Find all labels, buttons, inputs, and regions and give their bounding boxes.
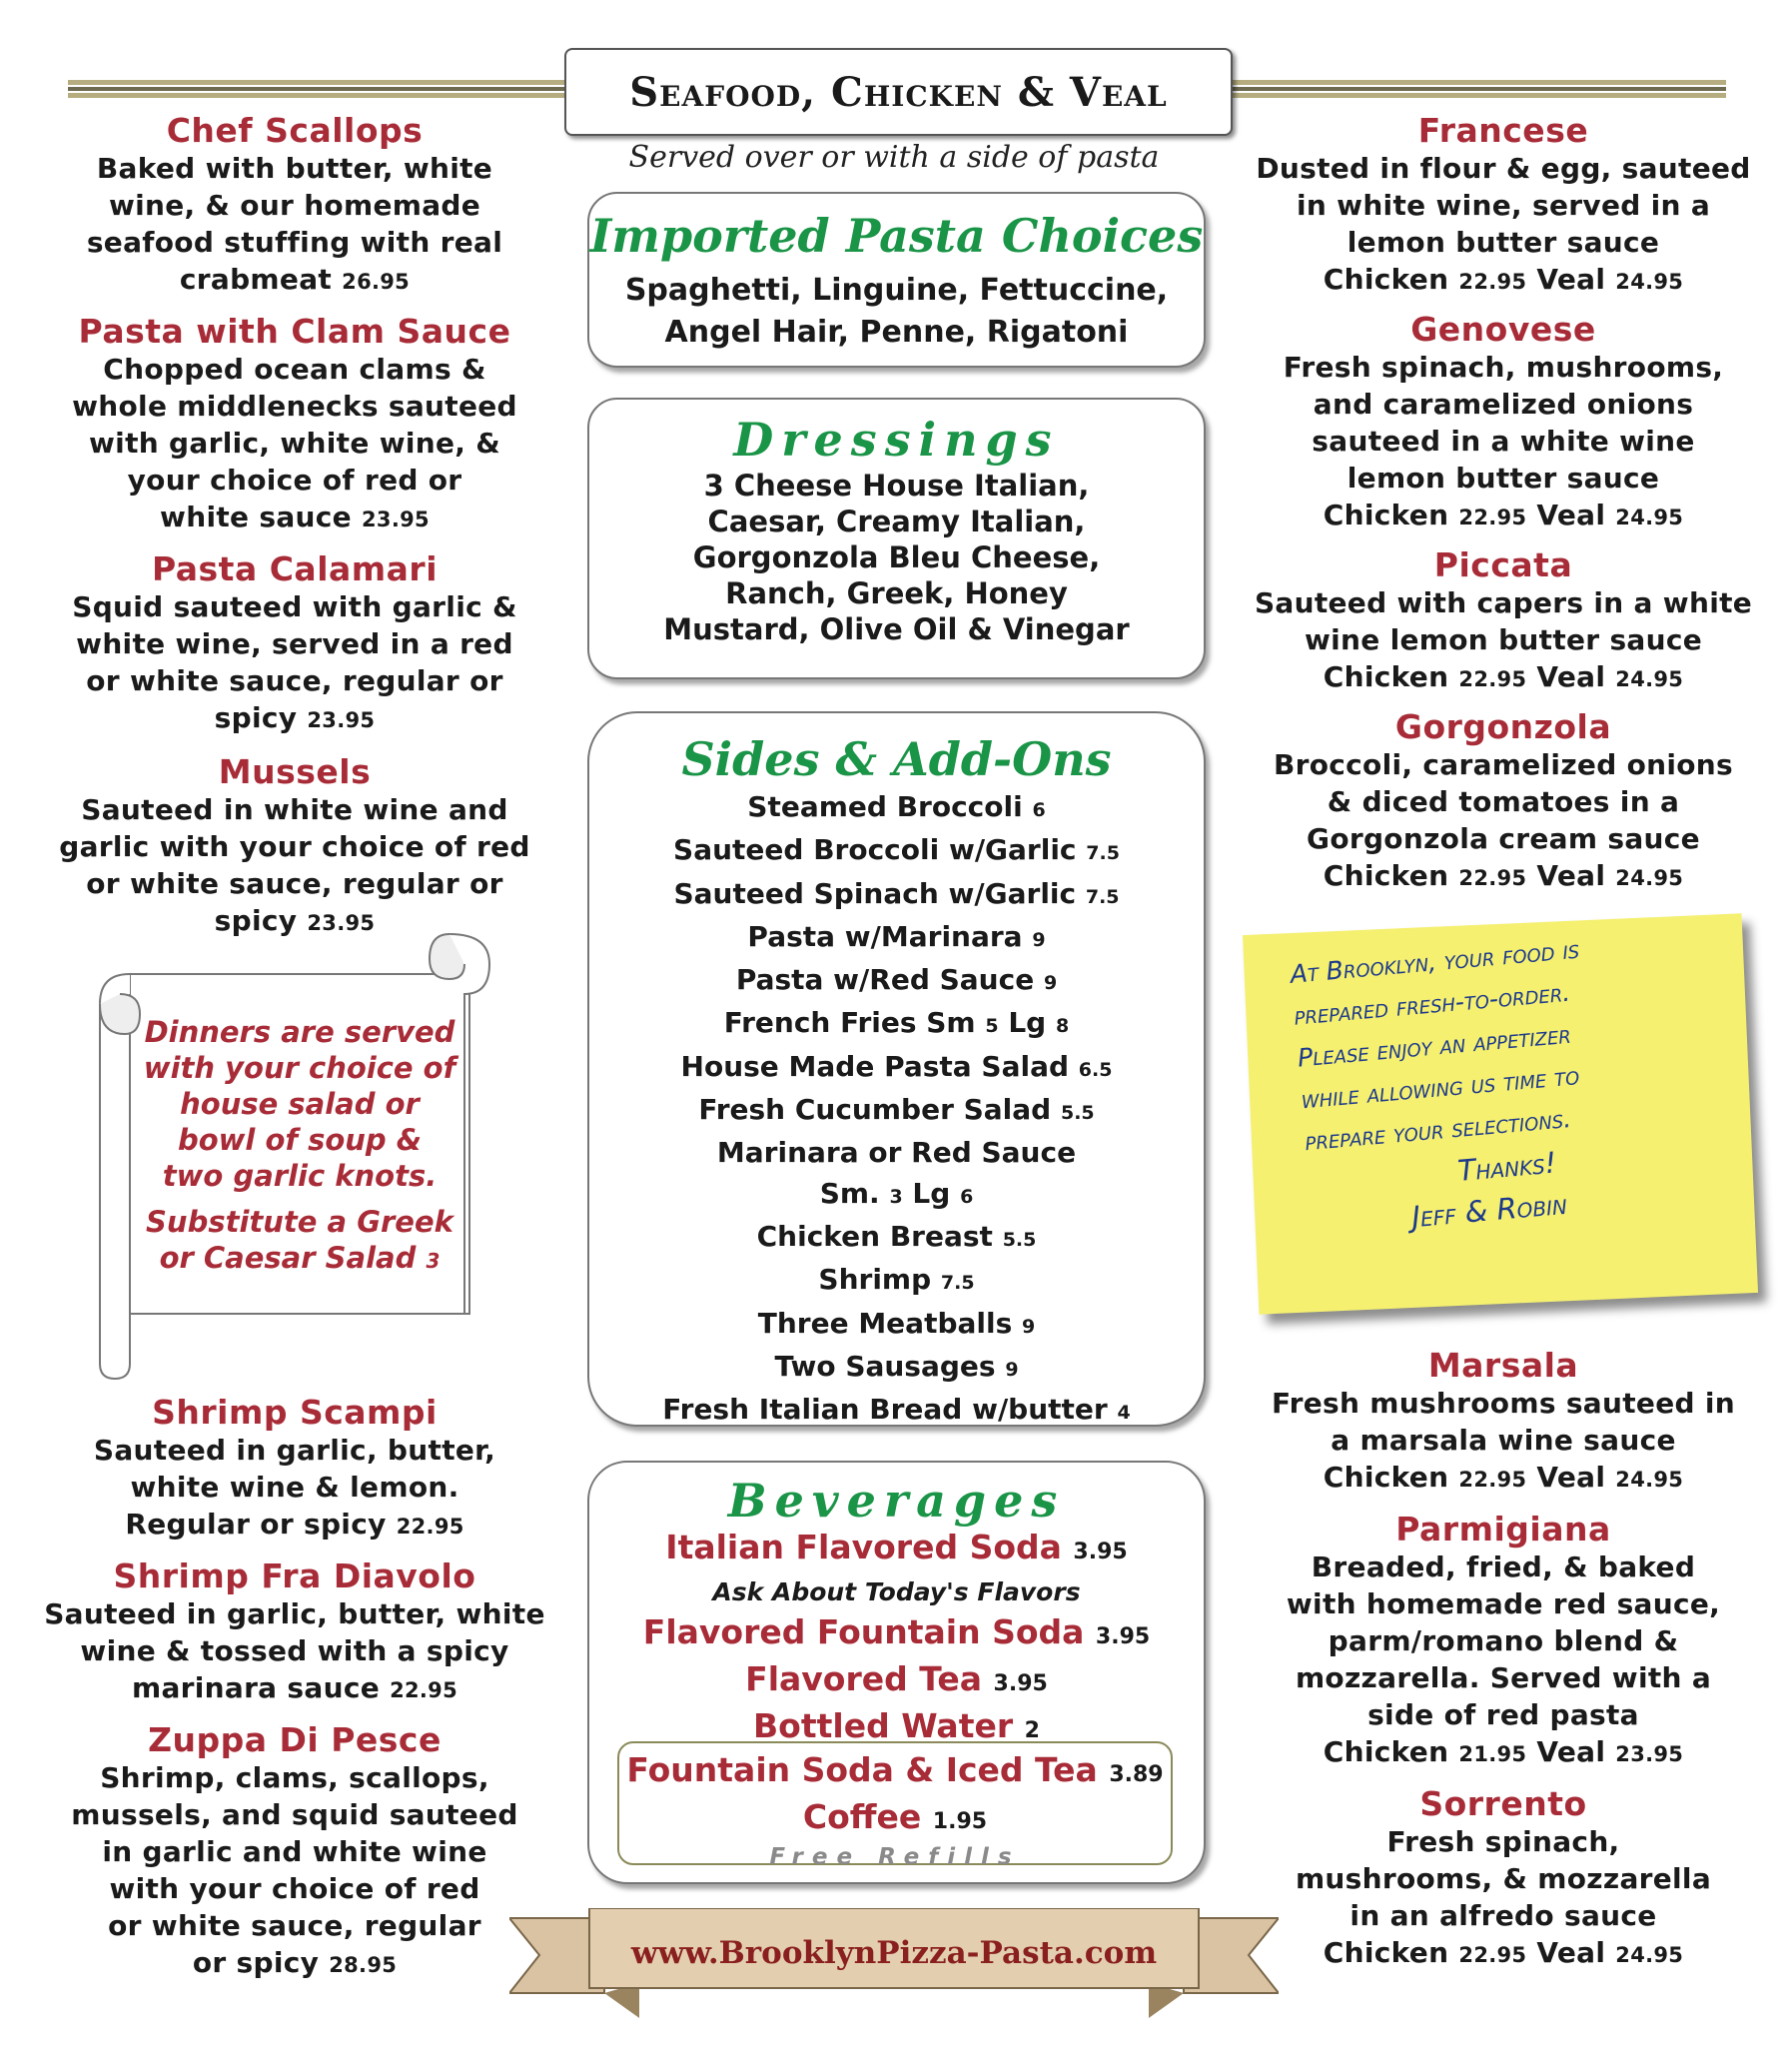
menu-item-line: spicy 23.95 [214, 904, 376, 937]
menu-item [1244, 1347, 1763, 1499]
side-item [589, 1217, 1204, 1260]
menu-item-description [40, 351, 549, 538]
menu-item-price: 23.95 [362, 508, 430, 531]
side-item-name: Two Sausages [774, 1349, 996, 1383]
menu-item-price: 23.95 [307, 911, 376, 935]
veal-label: Veal [1536, 499, 1606, 531]
beverage-item: Coffee 1.95 [802, 1797, 988, 1836]
refill-box [617, 1741, 1173, 1870]
left-column-top [40, 112, 549, 954]
menu-item-prices [1244, 1459, 1763, 1499]
side-item-price: 3 [889, 1185, 903, 1208]
menu-item-name: Genovese [1410, 310, 1596, 349]
sticky-line: Please enjoy an appetizer [1296, 1019, 1572, 1073]
dinner-note-line: house salad or [180, 1087, 420, 1121]
menu-item-line: sauteed in a white wine [1312, 425, 1695, 458]
menu-item-description [1244, 349, 1763, 536]
beverage-item: Italian Flavored Soda 3.95 [665, 1528, 1128, 1566]
side-item-name: Marinara or Red Sauce [716, 1136, 1077, 1170]
menu-item-name: Marsala [1427, 1346, 1579, 1385]
menu-item-prices [1244, 1733, 1763, 1773]
menu-item-line: Broccoli, caramelized onions [1273, 748, 1734, 781]
side-item-name: Lg [912, 1176, 951, 1210]
chicken-label: Chicken [1323, 660, 1449, 693]
side-item [589, 830, 1204, 873]
sticky-signature: Jeff & Robin [1409, 1186, 1569, 1235]
menu-item-line: or white sauce, regular or [86, 867, 503, 900]
dressings-title: Dressings [733, 413, 1060, 467]
menu-item-name: Pasta with Clam Sauce [78, 312, 511, 351]
veal-label: Veal [1536, 1461, 1606, 1494]
menu-item-name: Mussels [218, 752, 372, 791]
menu-item-line: wine & tossed with a spicy [80, 1634, 509, 1667]
side-item [589, 787, 1204, 830]
free-refills-label: Free Refills [769, 1844, 1021, 1870]
side-item-price: 7.5 [940, 1272, 975, 1295]
side-item-price: 6.5 [1078, 1058, 1113, 1081]
beverage-item: Bottled Water 2 [753, 1706, 1040, 1745]
veal-price: 24.95 [1615, 506, 1684, 529]
chicken-label: Chicken [1323, 263, 1449, 296]
side-item [589, 1090, 1204, 1133]
beverages-title: Beverages [727, 1474, 1066, 1528]
veal-label: Veal [1536, 660, 1606, 693]
menu-item [40, 1721, 549, 1984]
pasta-choices-title: Imported Pasta Choices [589, 209, 1204, 263]
menu-item-description [40, 791, 549, 942]
menu-item-line: Chopped ocean clams & [103, 353, 486, 386]
menu-item-line: spicy 23.95 [214, 701, 376, 734]
chicken-price: 21.95 [1458, 1742, 1527, 1766]
side-item [589, 917, 1204, 960]
side-item-price: 5 [985, 1015, 999, 1038]
chicken-label: Chicken [1323, 859, 1449, 892]
veal-price: 24.95 [1615, 270, 1684, 294]
menu-item-line: Breaded, fried, & baked [1311, 1550, 1696, 1583]
menu-item-line: mussels, and squid sauteed [71, 1798, 518, 1831]
menu-item-line: white wine & lemon. [130, 1471, 459, 1504]
menu-item-description [40, 1595, 549, 1709]
side-item [589, 1390, 1204, 1433]
side-item-name: Steamed Broccoli [747, 790, 1023, 823]
side-item-name: Fresh Italian Bread w/butter [662, 1393, 1108, 1427]
dressing-line: Caesar, Creamy Italian, [707, 505, 1086, 538]
menu-item-line: Baked with butter, white [96, 152, 493, 185]
menu-item-line: with garlic, white wine, & [89, 427, 500, 460]
menu-item [1244, 546, 1763, 698]
sticky-line: At Brooklyn, your food is [1289, 934, 1581, 989]
veal-price: 24.95 [1615, 1468, 1684, 1492]
menu-item-prices [1244, 658, 1763, 698]
substitute-price: 3 [426, 1249, 441, 1273]
veal-price: 24.95 [1615, 667, 1684, 691]
menu-item-line: in white wine, served in a [1296, 189, 1711, 222]
sticky-line: prepare your selections. [1304, 1104, 1573, 1157]
menu-item-line: Squid sauteed with garlic & [72, 590, 517, 623]
veal-price: 24.95 [1615, 866, 1684, 890]
menu-item-line: mozzarella. Served with a [1295, 1661, 1712, 1694]
right-column-bottom [1244, 1347, 1763, 1986]
side-item-name: Sauteed Broccoli w/Garlic [673, 833, 1077, 867]
menu-item-description [1244, 584, 1763, 698]
menu-item-line: side of red pasta [1367, 1698, 1639, 1731]
veal-price: 24.95 [1615, 1943, 1684, 1967]
sides-list [589, 787, 1204, 1433]
menu-item [1244, 1785, 1763, 1974]
chicken-label: Chicken [1323, 1461, 1449, 1494]
menu-item-description [1244, 1385, 1763, 1499]
menu-item-line: Gorgonzola cream sauce [1307, 822, 1700, 855]
side-item-name: Three Meatballs [757, 1306, 1013, 1340]
header-rule-left [68, 80, 567, 98]
menu-item-price: 22.95 [390, 1678, 458, 1702]
menu-item-price: 26.95 [342, 270, 411, 294]
menu-item-description [1244, 1823, 1763, 1974]
sticky-note-text [1289, 916, 1752, 1247]
menu-item-line: wine lemon butter sauce [1304, 623, 1703, 656]
side-item-price: 6 [960, 1185, 974, 1208]
side-item [589, 960, 1204, 1003]
dinner-note-line: Dinners are served [144, 1015, 455, 1049]
side-item-price: 8 [1055, 1015, 1070, 1038]
side-item-name: Sm. [819, 1176, 880, 1210]
menu-item-line: in garlic and white wine [102, 1835, 487, 1868]
veal-label: Veal [1536, 1936, 1606, 1969]
substitute-line: or Caesar Salad 3 [159, 1241, 441, 1275]
menu-item-line: lemon butter sauce [1346, 226, 1660, 259]
menu-item-description [40, 1432, 549, 1546]
side-item-name: Pasta w/Marinara [747, 919, 1023, 953]
side-item [589, 1174, 1204, 1217]
menu-item-line: in an alfredo sauce [1349, 1899, 1657, 1932]
sticky-thanks: Thanks! [1456, 1145, 1558, 1188]
sticky-line: prepared fresh-to-order. [1293, 977, 1572, 1031]
veal-label: Veal [1536, 1735, 1606, 1768]
dinner-note [125, 1014, 474, 1279]
menu-item-prices [1244, 1934, 1763, 1974]
side-item-price: 7.5 [1086, 842, 1120, 865]
right-column-top [1244, 112, 1763, 907]
menu-item [40, 550, 549, 739]
side-item-price: 7.5 [1085, 885, 1120, 908]
side-item-name: House Made Pasta Salad [680, 1049, 1070, 1083]
side-item [589, 1347, 1204, 1390]
menu-item-prices [1244, 857, 1763, 897]
menu-item-price: 22.95 [396, 1515, 464, 1539]
beverage-item: Fountain Soda & Iced Tea 3.89 [626, 1750, 1164, 1789]
dressing-line: Mustard, Olive Oil & Vinegar [663, 612, 1130, 646]
dinner-note-line: bowl of soup & [177, 1123, 423, 1157]
website-link[interactable]: www.BrooklynPizza-Pasta.com [630, 1935, 1158, 1971]
menu-item [1244, 1511, 1763, 1773]
side-item-name: Chicken Breast [756, 1219, 993, 1253]
dressing-line: 3 Cheese House Italian, [703, 469, 1090, 503]
side-item-price: 9 [1005, 1358, 1019, 1381]
side-item-price: 9 [1032, 928, 1046, 951]
side-item-price: 4 [1117, 1402, 1131, 1425]
veal-price: 23.95 [1615, 1742, 1684, 1766]
side-item-name: Sauteed Spinach w/Garlic [673, 876, 1077, 910]
served-note: Served over or with a side of pasta [628, 140, 1160, 175]
side-item-price: 5.5 [1002, 1228, 1037, 1251]
dinner-note-line: two garlic knots. [162, 1159, 438, 1193]
menu-item-line: your choice of red or [127, 464, 462, 497]
menu-item-line: a marsala wine sauce [1331, 1424, 1676, 1457]
menu-item-line: whole middlenecks sauteed [72, 390, 517, 423]
menu-item-line: marinara sauce 22.95 [131, 1671, 458, 1704]
menu-item-line: or spicy 28.95 [192, 1946, 398, 1979]
menu-item-line: with homemade red sauce, [1286, 1587, 1721, 1620]
menu-item-line: wine, & our homemade [108, 189, 481, 222]
chicken-price: 22.95 [1458, 270, 1527, 294]
menu-item-name: Gorgonzola [1394, 707, 1612, 746]
menu-item-name: Sorrento [1419, 1784, 1587, 1823]
beverage-item: Flavored Tea 3.95 [745, 1659, 1048, 1698]
menu-item-name: Francese [1417, 111, 1589, 150]
menu-item-line: or white sauce, regular or [86, 664, 503, 697]
menu-item-line: white sauce 23.95 [160, 501, 430, 533]
menu-item-price: 28.95 [329, 1953, 398, 1977]
menu-item-line: garlic with your choice of red [59, 830, 530, 863]
side-item-name: Shrimp [818, 1263, 932, 1297]
chicken-price: 22.95 [1458, 1943, 1527, 1967]
veal-label: Veal [1536, 859, 1606, 892]
side-item-name: Pasta w/Red Sauce [735, 963, 1035, 997]
sides-title: Sides & Add-Ons [681, 732, 1112, 786]
dressing-line: Ranch, Greek, Honey [725, 576, 1068, 610]
pasta-choices-box [587, 192, 1206, 368]
side-item [589, 1047, 1204, 1090]
chicken-label: Chicken [1323, 499, 1449, 531]
header-rule-right [1227, 80, 1726, 98]
pasta-choices-line: Angel Hair, Penne, Rigatoni [664, 315, 1129, 350]
menu-item-line: Fresh spinach, mushrooms, [1283, 351, 1724, 384]
side-item-name: Lg [1008, 1006, 1047, 1040]
beverage-item: Flavored Fountain Soda 3.95 [642, 1612, 1151, 1651]
menu-item-line: Sauteed in garlic, butter, white [44, 1597, 545, 1630]
sides-box [587, 711, 1206, 1427]
menu-item-line: Sauteed in white wine and [81, 793, 508, 826]
menu-item [1244, 112, 1763, 301]
side-item-name: French Fries Sm [723, 1006, 976, 1040]
dressing-line: Gorgonzola Bleu Cheese, [692, 540, 1101, 574]
menu-item [40, 1394, 549, 1546]
menu-item [1244, 311, 1763, 536]
menu-item-name: Pasta Calamari [151, 549, 439, 588]
menu-item-name: Shrimp Fra Diavolo [113, 1556, 476, 1595]
sticky-line: while allowing us time to [1300, 1061, 1581, 1115]
menu-item-line: with your choice of red [109, 1872, 480, 1905]
side-item [589, 1260, 1204, 1303]
beverage-flavors-note: Ask About Today's Flavors [712, 1577, 1081, 1606]
menu-item-price: 23.95 [307, 708, 376, 732]
menu-item-name: Shrimp Scampi [152, 1393, 438, 1432]
menu-item-description [40, 588, 549, 739]
side-item [589, 1304, 1204, 1347]
chicken-price: 22.95 [1458, 1468, 1527, 1492]
pasta-choices-line: Spaghetti, Linguine, Fettuccine, [624, 273, 1169, 308]
menu-item-line: and caramelized onions [1313, 388, 1694, 421]
menu-item-line: or white sauce, regular [108, 1909, 481, 1942]
menu-item [40, 753, 549, 942]
menu-item-description [1244, 150, 1763, 301]
side-item [589, 874, 1204, 917]
veal-label: Veal [1536, 263, 1606, 296]
menu-item-line: Sauteed with capers in a white [1254, 586, 1753, 619]
menu-item-line: Sauteed in garlic, butter, [93, 1434, 496, 1467]
menu-item-line: lemon butter sauce [1346, 462, 1660, 495]
left-column-bottom [40, 1394, 549, 1996]
menu-item-line: white wine, served in a red [76, 627, 513, 660]
chicken-price: 22.95 [1458, 866, 1527, 890]
side-item-price: 5.5 [1060, 1102, 1095, 1125]
menu-item-name: Parmigiana [1395, 1510, 1611, 1549]
menu-item-description [40, 150, 549, 301]
menu-item [40, 112, 549, 301]
menu-item-description [1244, 1549, 1763, 1773]
chicken-label: Chicken [1323, 1735, 1449, 1768]
menu-item-line: Dusted in flour & egg, sauteed [1256, 152, 1751, 185]
menu-item [1244, 708, 1763, 897]
chicken-price: 22.95 [1458, 506, 1527, 529]
side-item-price: 6 [1032, 799, 1046, 821]
menu-item-line: Shrimp, clams, scallops, [100, 1761, 489, 1794]
menu-item-name: Zuppa Di Pesce [148, 1720, 442, 1759]
menu-item [40, 313, 549, 538]
menu-item-description [40, 1759, 549, 1984]
menu-item-line: Fresh spinach, [1386, 1825, 1620, 1858]
menu-item-line: & diced tomatoes in a [1327, 785, 1680, 818]
chicken-price: 22.95 [1458, 667, 1527, 691]
menu-item-line: seafood stuffing with real [86, 226, 503, 259]
dressings-box [587, 398, 1206, 679]
menu-item-name: Piccata [1433, 545, 1573, 584]
menu-item-description [1244, 746, 1763, 897]
substitute-line: Substitute a Greek [146, 1205, 453, 1239]
dinner-note-line: with your choice of [143, 1051, 456, 1085]
menu-item-line: crabmeat 26.95 [179, 263, 411, 296]
side-item [589, 1133, 1204, 1173]
side-item-price: 9 [1022, 1315, 1036, 1338]
side-item [589, 1003, 1204, 1046]
side-item-name: Fresh Cucumber Salad [698, 1093, 1052, 1127]
menu-item-line: parm/romano blend & [1328, 1624, 1679, 1657]
menu-item-prices [1244, 261, 1763, 301]
menu-item-line: Fresh mushrooms sauteed in [1271, 1387, 1736, 1420]
menu-item-prices [1244, 497, 1763, 536]
menu-item-line: mushrooms, & mozzarella [1295, 1862, 1712, 1895]
side-item-price: 9 [1043, 972, 1058, 995]
menu-item-name: Chef Scallops [166, 111, 424, 150]
page-title: Seafood, Chicken & Veal [564, 48, 1233, 136]
menu-item [40, 1557, 549, 1709]
menu-item-line: Regular or spicy 22.95 [125, 1508, 464, 1541]
chicken-label: Chicken [1323, 1936, 1449, 1969]
